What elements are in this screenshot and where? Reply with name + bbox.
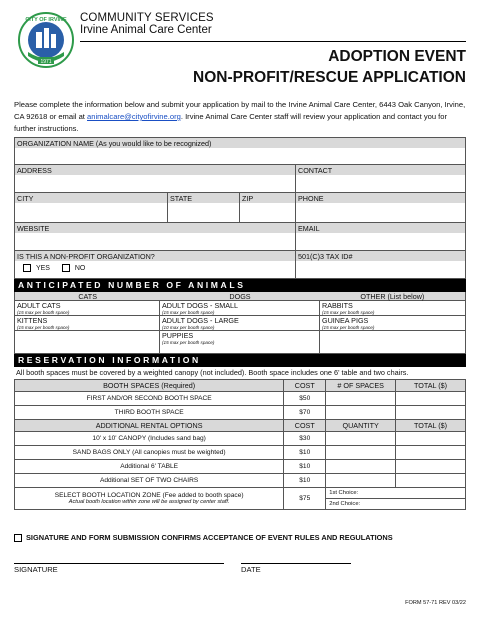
dogs-large-label: ADULT DOGS - LARGE (162, 316, 239, 325)
yes-checkbox[interactable] (23, 264, 31, 272)
booth-row-label: THIRD BOOTH SPACE (15, 406, 284, 420)
org-name-field[interactable] (14, 138, 466, 165)
rabbits-label: RABBITS (322, 301, 353, 310)
quantity-input[interactable] (326, 474, 396, 488)
second-choice-field[interactable] (326, 499, 465, 509)
dogs-small-item[interactable] (162, 302, 238, 315)
rental-row-label: Additional SET OF TWO CHAIRS (15, 474, 284, 488)
booth-row-cost: $50 (284, 392, 326, 406)
dogs-small-note: (15 max per booth space) (162, 310, 215, 315)
total-input[interactable] (396, 392, 466, 406)
booth-row-cost: $70 (284, 406, 326, 420)
header-rule (80, 41, 466, 42)
rental-row-label: Additional 6' TABLE (15, 460, 284, 474)
tax-id-field[interactable] (296, 251, 466, 279)
zone-row (15, 488, 466, 510)
reservation-table (14, 379, 466, 510)
cats-column (14, 301, 160, 354)
org-name: Irvine Animal Care Center (80, 24, 212, 36)
dogs-column (160, 301, 320, 354)
dogs-large-item[interactable] (162, 317, 239, 330)
no-checkbox[interactable] (62, 264, 70, 272)
title-line1: ADOPTION EVENT (328, 48, 466, 65)
total-input[interactable] (396, 460, 466, 474)
rental-row-cost: $10 (284, 460, 326, 474)
quantity-input[interactable] (326, 460, 396, 474)
contact-label: CONTACT (298, 166, 333, 175)
booth-header: BOOTH SPACES (Required) (15, 380, 284, 392)
address-field[interactable] (14, 165, 296, 193)
table-row (15, 446, 466, 460)
page-title (193, 46, 466, 88)
zone-note: Actual booth location within zone will be assigned by center staff. (68, 499, 230, 505)
zone-label: SELECT BOOTH LOCATION ZONE (Fee added to booth space) (54, 492, 244, 499)
spaces-input[interactable] (326, 392, 396, 406)
website-label: WEBSITE (17, 224, 50, 233)
rental-header-row (15, 420, 466, 432)
second-choice-label: 2nd Choice: (329, 501, 361, 507)
website-field[interactable] (14, 223, 296, 251)
kittens-note: (15 max per booth space) (17, 325, 70, 330)
total-input[interactable] (396, 406, 466, 420)
rental-row-cost: $30 (284, 432, 326, 446)
zone-choices (326, 488, 466, 510)
rental-row-cost: $10 (284, 474, 326, 488)
quantity-input[interactable] (326, 432, 396, 446)
adult-cats-item[interactable] (17, 302, 69, 315)
email-label: EMAIL (298, 224, 320, 233)
application-form (14, 137, 466, 510)
spaces-header: # OF SPACES (326, 380, 396, 392)
rental-row-label: SAND BAGS ONLY (All canopies must be weighted) (15, 446, 284, 460)
seal-text: CITY OF IRVINE (25, 17, 67, 23)
zip-field[interactable] (240, 193, 296, 223)
state-field[interactable] (168, 193, 240, 223)
rental-header: ADDITIONAL RENTAL OPTIONS (15, 420, 284, 432)
first-choice-field[interactable] (326, 488, 465, 499)
dogs-large-note: (10 max per booth space) (162, 325, 215, 330)
acknowledgement (14, 533, 466, 542)
rental-cost-header: COST (284, 420, 326, 432)
nonprofit-label: IS THIS A NON-PROFIT ORGANIZATION? (17, 252, 155, 261)
total-input[interactable] (396, 474, 466, 488)
zone-label-cell (15, 488, 284, 510)
table-row (15, 460, 466, 474)
guinea-pigs-item[interactable] (322, 317, 374, 330)
zip-label: ZIP (242, 194, 254, 203)
cost-header: COST (284, 380, 326, 392)
animals-section-bar: ANTICIPATED NUMBER OF ANIMALS (14, 279, 466, 292)
zone-cost: $75 (284, 488, 326, 510)
city-label: CITY (17, 194, 34, 203)
reservation-note: All booth spaces must be covered by a weighted canopy (not included). Booth space includes one 6' table and two chairs. (16, 368, 409, 377)
org-name-label: ORGANIZATION NAME (As you would like to be recognized) (17, 139, 212, 148)
email-link[interactable]: animalcare@cityofirvine.org (87, 112, 181, 121)
spaces-input[interactable] (326, 406, 396, 420)
title-line2: NON-PROFIT/RESCUE APPLICATION (193, 69, 466, 86)
total-input[interactable] (396, 446, 466, 460)
org-department: COMMUNITY SERVICES (80, 12, 214, 24)
rental-row-label: 10' x 10' CANOPY (Includes sand bag) (15, 432, 284, 446)
rental-total-header: TOTAL ($) (396, 420, 466, 432)
signature-section (14, 533, 466, 574)
yes-label: YES (35, 264, 50, 272)
city-field[interactable] (14, 193, 168, 223)
first-choice-label: 1st Choice: (329, 490, 359, 496)
intro-text-after: . Irvine Animal Care Center staff will review your application and contact you for further instructions. (14, 112, 448, 133)
signature-line[interactable] (14, 563, 224, 564)
reservation-section-bar: RESERVATION INFORMATION (14, 354, 466, 367)
table-row (15, 432, 466, 446)
form-id: FORM 57-71 REV 03/22 (405, 600, 466, 606)
booth-header-row (15, 380, 466, 392)
address-label: ADDRESS (17, 166, 52, 175)
contact-field[interactable] (296, 165, 466, 193)
col-dogs: DOGS (229, 292, 251, 301)
acknowledgement-text: SIGNATURE AND FORM SUBMISSION CONFIRMS ACCEPTANCE OF EVENT RULES AND REGULATIONS (26, 533, 393, 542)
rabbits-note: (15 max per booth space) (322, 310, 375, 315)
city-seal-logo (18, 12, 74, 68)
rabbits-item[interactable] (322, 302, 374, 315)
guinea-pigs-label: GUINEA PIGS (322, 316, 369, 325)
seal-year: 1971 (40, 59, 52, 65)
kittens-item[interactable] (17, 317, 69, 330)
dogs-small-label: ADULT DOGS - SMALL (162, 301, 239, 310)
date-line[interactable] (241, 563, 351, 564)
date-label: DATE (241, 565, 261, 574)
puppies-note: (15 max per booth space) (162, 340, 215, 345)
table-row (15, 392, 466, 406)
col-cats: CATS (78, 292, 97, 301)
page-header (14, 10, 466, 86)
puppies-label: PUPPIES (162, 331, 194, 340)
booth-row-label: FIRST AND/OR SECOND BOOTH SPACE (15, 392, 284, 406)
nonprofit-field (14, 251, 296, 279)
no-label: NO (74, 264, 86, 272)
col-other: OTHER (List below) (360, 292, 425, 301)
phone-label: PHONE (298, 194, 324, 203)
other-column (320, 301, 466, 354)
puppies-item[interactable] (162, 332, 214, 345)
email-field[interactable] (296, 223, 466, 251)
total-header: TOTAL ($) (396, 380, 466, 392)
animals-column-headers (14, 292, 466, 301)
table-row (15, 406, 466, 420)
acknowledgement-checkbox[interactable] (14, 534, 22, 542)
intro-text-before: Please complete the information below and submit your application by mail to the Irvine Animal Care Center, 6443 Oak Canyon, Irvine, CA 92618 or email at (14, 100, 466, 121)
kittens-label: KITTENS (17, 316, 48, 325)
state-label: STATE (170, 194, 193, 203)
table-row (15, 474, 466, 488)
rental-row-cost: $10 (284, 446, 326, 460)
guinea-pigs-note: (15 max per booth space) (322, 325, 375, 330)
adult-cats-label: ADULT CATS (17, 301, 61, 310)
signature-label: SIGNATURE (14, 565, 58, 574)
intro-paragraph (14, 99, 466, 135)
adult-cats-note: (15 max per booth space) (17, 310, 70, 315)
tax-id-label: 501(C)3 TAX ID# (298, 252, 353, 261)
quantity-header: QUANTITY (326, 420, 396, 432)
quantity-input[interactable] (326, 446, 396, 460)
phone-field[interactable] (296, 193, 466, 223)
total-input[interactable] (396, 432, 466, 446)
